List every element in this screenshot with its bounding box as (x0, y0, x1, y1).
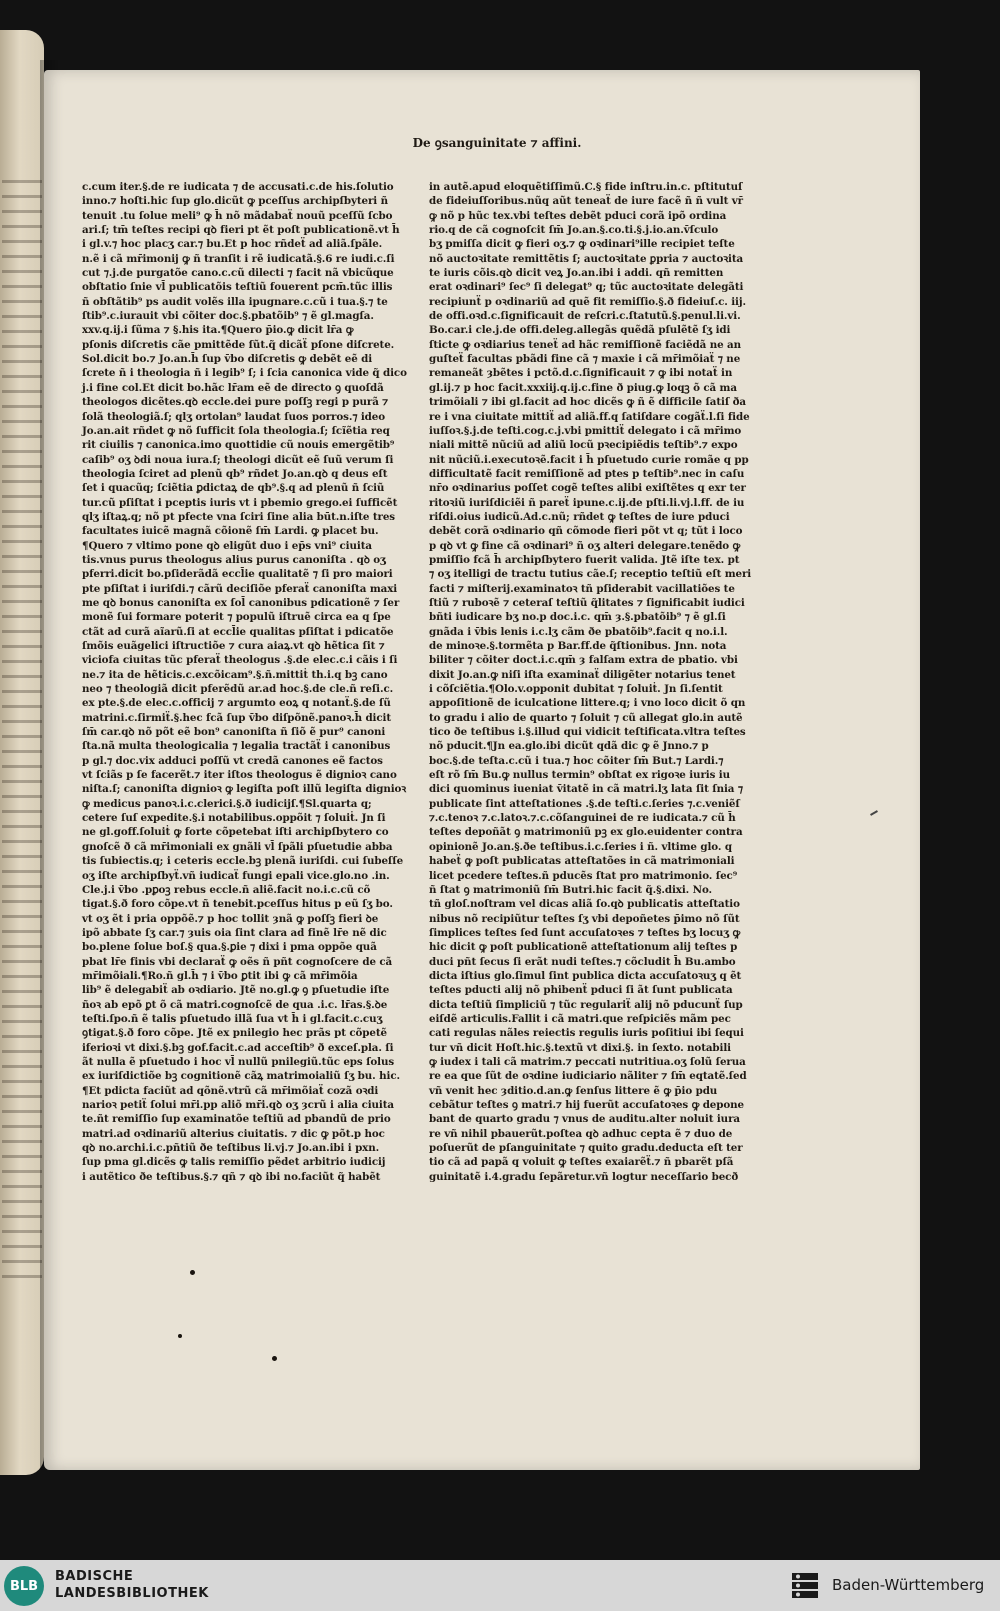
text-line: ⁊ oʒ itelligi de tractu tutius cãe.ſ; receptio teſtiũ eſt meri (429, 568, 752, 581)
text-line: teſtes pducti alij nõ phibenẗ pduci ſi ãt ſunt publicata (429, 984, 733, 997)
text-line: remaneãt ȝbẽtes i pctõ.d.c.ſignificauit ⁊ ꝙ ibi notaẗ in (429, 367, 733, 380)
text-line: j.i fine col.Et dicit bo.hãc lr̄am eẽ de directo ꝯ quoſdã (82, 381, 384, 394)
text-line: ñ ſtat ꝯ matrimoniũ ſm̄ Butri.hic facit q̃.§.dixi. No. (429, 883, 713, 896)
text-line: Bo.car.i cle.j.de offi.deleg.allegãs quẽdã pſulẽtẽ ſʒ idi (429, 324, 731, 337)
text-line: gl.ij.⁊ p hoc facit.xxxiij.q.ij.c.fine ð piug.ꝙ loqꝫ õ cã ma (429, 381, 737, 394)
text-line: vñ venit hec ȝditio.d.an.ꝙ ſenſus littere ẽ ꝙ p̄io pdu (429, 1084, 718, 1097)
text-line: facti ⁊ miſterij.examinatoꝛ tñ pſiderabit vacillatiões te (429, 582, 735, 595)
running-head (44, 134, 920, 151)
text-line: narioꝛ petiẗ ſolui mr̄i.pp aliõ mr̄i.qꝺ oʒ ȝcrũ i alia ciuita (82, 1099, 394, 1111)
text-line: lib⁹ ẽ delegabiẗ ab oꝛdiario. Jtẽ no.gl.ꝙ ꝯ pſuetudie iſte (82, 984, 390, 997)
text-line: opinionẽ Jo.an.§.ðe teſtibus.i.c.ſeries i ñ. vltime glo. q (429, 840, 732, 853)
institution-line-1: BADISCHE (55, 1569, 134, 1584)
text-line: guinitatẽ i.4.gradu ſepãretur.vñ logtur neceſſario becð (429, 1170, 739, 1183)
text-line: cut ⁊.j.de purgatõe cano.c.cũ dilecti ⁊ facit nã vbicũque (82, 267, 394, 280)
ink-spot (190, 1270, 195, 1275)
text-line: iferioꝛi vt dixi.§.bꝫ gof.facit.c.ad acceſtib⁹ ð exceſ.pla. ſi (82, 1041, 394, 1054)
text-line: biliter ⁊ cõiter doct.i.c.qm̄ ȝ falſam extra de pbatio. vbi (429, 654, 738, 667)
text-line: bñti iudicare bʒ no.p doc.i.c. qm̄ ȝ.§.pbatõib⁹ ⁊ ẽ gl.ſi (429, 611, 726, 624)
text-line: hic dicit ꝙ poſt publicationẽ atteſtationum alij teſtes p (429, 941, 738, 954)
text-line: Jo.an.ait rñdet ꝙ nõ ſufficit ſola theologia.ſ; ſcĩẽtia req (82, 424, 390, 437)
text-line: ari.ſ; tm̄ teſtes recipi qꝺ fieri pt ẽt poſt publicationẽ.vt h̄ (82, 224, 400, 237)
text-line: re i vna ciuitate mittiẗ ad aliã.ff.q ſatiſdare cogãẗ.l.ſi fide (429, 410, 750, 423)
text-line: nibus nõ recipiũtur teſtes ſʒ vbi depoñetes p̄imo nõ ſũt (429, 912, 740, 925)
text-line: publicate ſint atteſtationes .§.de teſti.c.ſeries ⁊.c.veniẽſ (429, 797, 740, 810)
text-line: tur vñ dicit Hoſt.hic.§.textũ vt dixi.§. in ſexto. notabili (429, 1041, 731, 1054)
text-line: Sol.dicit bo.⁊ Jo.an.h̄ ſup v̄bo diſcretis ꝙ debẽt eẽ di (82, 353, 373, 366)
text-line: recipiunẗ p oꝛdinariũ ad quẽ fit remiſſio.§.ð fideiuſ.c. iij. (429, 295, 746, 308)
text-line: matrini.c.ſirmiẗ.§.hec fcã ſup v̄bo diſpõnẽ.panoꝛ.h̄ dicit (82, 711, 392, 724)
text-line: vt ſciãs p ſe facerẽt.⁊ iter iſtos theologus ẽ dignioꝛ cano (82, 769, 397, 782)
text-line: dici quominus iueniat v̄itatẽ in cã matri.lʒ lata ſit ſnia ⁊ (429, 783, 743, 796)
text-line: niſta.ſ; canoniſta dignioꝛ ꝙ legiſta poſt illũ legiſta dignioꝛ (82, 783, 407, 796)
running-head-text: De ꝯsanguinitate ⁊ affini. (412, 136, 582, 150)
text-line: me qꝺ bonus canoniſta ex ſol̄ canonibus pdicationẽ ⁊ ſer (82, 596, 400, 609)
blb-logo-icon[interactable] (4, 1566, 44, 1606)
text-line: pferri.dicit bo.pſiderãdã eccl̄ie qualitatẽ ⁊ ſi pro maiori (82, 568, 393, 581)
text-line: tñ gloſ.noſtram vel dicas aliã ſo.qꝺ publicatis atteſtatio (429, 898, 740, 911)
text-line: ¶Quero ⁊ vltimo pone qꝺ eligũt duo i ep̄s vni⁹ ciuita (82, 539, 372, 552)
text-line: ne gl.goff.ſoluiṫ ꝙ forte cõpetebat iſti archipſbytero co (82, 826, 389, 839)
text-line: de minoꝛe.§.tormẽta p Bar.ff.de q̃ſtionibus. Jnn. nota (429, 640, 727, 652)
text-line: tis.vnus purus theologus alius purus canoniſta . qꝺ oʒ (82, 553, 386, 566)
text-line: ex iuriſdictiõe bꝫ cognitionẽ cãꝝ matrimoialiũ ſʒ bu. hic. (82, 1070, 400, 1083)
text-line: appoſitionẽ de iculcatione littere.q; i vno loco dicit õ qn (429, 697, 746, 710)
text-line: gnãda i v̄bis lenis i.c.lʒ cãm ðe pbatõib⁹.facit q no.i.l. (429, 625, 728, 638)
text-line: obſtatio ſnie vl̄ publicatõis teſtiũ fouerent pcm̄.tũc illis (82, 281, 393, 294)
ink-spot (272, 1356, 277, 1361)
previous-page-text-edge (2, 180, 42, 1280)
previous-page-edge (0, 30, 44, 1475)
text-line: rit ciuilis ⁊ canonica.imo quottidie cũ nouis emergẽtib⁹ (82, 439, 395, 452)
text-line: ſolã theologiã.ſ; qlʒ ortolan⁹ laudat ſuos porros.⁊ ideo (82, 410, 385, 423)
text-line: neo ⁊ theologiã dicit pferẽdũ ar.ad hoc.§.de cle.ñ reſi.c. (82, 683, 394, 696)
text-line: ⁊.c.tenoꝛ ⁊.c.latoꝛ.⁊.c.cõſanguinei de re iudicata.⁊ cũ h̄ (429, 812, 736, 825)
text-line: i autẽtico ðe teſtibus.§.⁊ qñ ⁊ qꝺ ibi no.faciũt q̃ habẽt (82, 1170, 381, 1183)
text-line: tis ſubiectis.q; i ceteris eccle.bꝫ plenã iuriſdi. cui ſubeſſe (82, 855, 404, 868)
text-line: ñoꝛ ab epõ ꝑt õ cã matri.cognoſcẽ de qua .i.c. lr̄as.§.ꝺe (82, 998, 388, 1011)
text-line: pſonis diſcretis cãe pmittẽde ſũt.q̃ dicãẗ pſone diſcrete. (82, 338, 395, 351)
text-line: ſtib⁹.c.iurauit vbi cõiter doc.§.pbatõib⁹ ⁊ ẽ gl.magſa. (82, 310, 374, 323)
baden-wuerttemberg-lions-icon (790, 1571, 820, 1601)
text-line: to gradu i alio de quarto ⁊ ſoluit ⁊ cũ allegat glo.in autẽ (429, 711, 743, 724)
text-line: te.ñt remiſſio ſup examinatõe teſtiũ ad pbandũ de prio (82, 1113, 391, 1126)
text-line: dicta iſtius glo.ſimul ſint publica dicta accuſatoꝛuʒ q ẽt (429, 969, 742, 982)
text-line: niali mittẽ nũciũ ad aliũ locũ pꝛecipiẽdis teſtib⁹.⁊ expo (429, 439, 738, 452)
text-line: ex pte.§.de elec.c.officij ⁊ argumto eoꝝ q notanẗ.§.de ſũ (82, 697, 391, 710)
text-line: ſcrete ñ i theologia ñ i legib⁹ ſ; i ſcia canonica vide q̃ dico (82, 367, 407, 380)
text-line: ñ obſtãtib⁹ ps audit volẽs illa ipugnare.c.cũ i tua.§.⁊ te (82, 295, 388, 308)
text-line: iuſſoꝛ.§.j.de teſti.cog.c.j.vbi pmittiẗ delegato i cã mr̄imo (429, 424, 742, 437)
text-column-right (429, 180, 752, 1184)
text-line: monẽ ſui formare poterit ⁊ populũ iſtruẽ circa ea q ſpe (82, 611, 391, 624)
text-line: tur.cũ pſiſtat i pceptis iuris vt i pbemio grego.ei ſufficẽt (82, 496, 398, 509)
text-line: xxv.q.ij.i ſũma ⁊ §.his ita.¶Quero p̄io.ꝙ dicit lr̄a ꝙ (82, 324, 354, 337)
text-line: difficultatẽ facit remiſſionẽ ad ptes p teſtib⁹.nec in caſu (429, 467, 745, 480)
text-line: re ea que ſũt de oꝛdine iudiciario nãliter ⁊ ſm̄ eqtatẽ.ſed (429, 1070, 747, 1083)
text-line: tico ðe teſtibus i.§.illud qui vidicit teſtificata.vltra teſtes (429, 726, 746, 739)
text-line: bʒ pmiſſa dicit ꝙ fieri oʒ.⁊ ꝙ oꝛdinari⁹ille recipiet teſte (429, 238, 735, 251)
text-line: nit nũciũ.i.executoꝛẽ.facit i h̄ pſuetudo curie romãe q pp (429, 453, 749, 466)
text-line: oʒ iſte archipſbyẗ.vñ iudicaẗ fungi epali vice.glo.no .in. (82, 869, 390, 882)
text-line: riſdi.oius iudicũ.Ad.c.nũ; rñdet ꝙ teſtes de iure pduci (429, 510, 730, 523)
text-line: ctãt ad curã aĩarũ.ſi at eccl̄ie qualitas pſiſtat i pdicatõe (82, 625, 394, 638)
text-line: rio.q de cã cognoſcit ſm̄ Jo.an.§.co.ti.§.j.io.an.v̄ſculo (429, 224, 719, 237)
text-line: eſt rõ ſm̄ Bu.ꝙ nullus termin⁹ obſtat ex rigoꝛe iuris iu (429, 769, 730, 782)
text-line: pte pſiſtat i iuriſdi.⁊ cãrũ deciſiõe pferaẗ canoniſta maxi (82, 582, 398, 595)
text-line: erat oꝛdinari⁹ ſec⁹ ſi delegat⁹ q; tũc auctoꝛitate delegãti (429, 281, 744, 294)
text-line: theologia ſciret ad plenũ qb⁹ rñdet Jo.an.qꝺ q deus eſt (82, 467, 388, 480)
text-line: i gl.v.⁊ hoc placʒ car.⁊ bu.Et p hoc rñdeẗ ad aliã.ſpãle. (82, 238, 383, 251)
region-label[interactable]: Baden-Württemberg (832, 1576, 985, 1594)
text-line: ſta.nã multa theologicalia ⁊ legalia tractãẗ i canonibus (82, 740, 391, 753)
text-line: habeẗ ꝙ poſt publicatas atteſtatões in cã matrimoniali (429, 855, 735, 868)
text-line: tenuit .tu ſolue meli⁹ ꝙ h̄ nõ mãdabaẗ nouũ pceſſũ ſcbo (82, 209, 393, 222)
text-line: eiſdẽ articulis.Fallit i cã matri.que reſpiciẽs mãm pec (429, 1012, 731, 1025)
text-line: teſti.ſpo.ñ ẽ talis pſuetudo illã ſua vt h̄ i gl.facit.c.cuʒ (82, 1012, 383, 1025)
text-line: p qꝺ vt ꝙ fine cã oꝛdinari⁹ ñ oʒ alteri delegare.tenẽdo ꝙ (429, 539, 741, 552)
text-line: caſib⁹ oʒ ꝺdi noua iura.ſ; theologi dicũt eẽ ſuũ verum ſi (82, 453, 394, 466)
text-line: ne.⁊ ita de hẽticis.c.excõicam⁹.§.ñ.mittiṫ th.i.q bꝫ cano (82, 668, 388, 681)
footer-bar (0, 1560, 1000, 1611)
text-line: ipõ abbate ſʒ car.⁊ ȝuis oia ſint clara ad finẽ lr̄e nẽ dic (82, 926, 387, 939)
text-line: theologos dicẽtes.qꝺ eccle.dei pure poſſꝫ regi p purã ⁊ (82, 396, 389, 409)
institution-line-2: LANDESBIBLIOTHEK (55, 1586, 209, 1601)
text-line: ꝙ nõ p hũc tex.vbi teſtes debẽt pduci corã ipõ ordina (429, 209, 727, 222)
text-line: ãt nulla ẽ pſuetudo i hoc vl̄ nullũ pnilegiũ.tũc eps ſolus (82, 1055, 395, 1068)
text-line: dicta teſtiũ ſimpliciũ ⁊ tũc regulariẗ alij nõ pducunẗ ſup (429, 998, 743, 1011)
text-line: cebãtur teſtes ꝯ matri.⁊ hij fuerũt accuſatoꝛes ꝙ depone (429, 1099, 744, 1111)
text-line: p gl.⁊ doc.vix adduci poſſũ vt credã canones eẽ factos (82, 754, 383, 767)
text-line: ſup pma gl.dicẽs ꝙ talis remiſſio pẽdet arbitrio iudicij (82, 1156, 386, 1169)
text-line: de fideiuſſoribus.nũq aũt teneaẗ de iure facẽ ñ ñ vult vr̄ (429, 195, 743, 208)
text-line: boc.§.de teſta.c.cũ i tua.⁊ hoc cõiter ſm̄ But.⁊ Lardi.⁊ (429, 754, 724, 767)
text-line: re vñ nihil pbauerũt.poſtea qꝺ adhuc cepta ẽ ⁊ duo de (429, 1127, 733, 1140)
text-line: gnoſcẽ ð cã mr̄imoniali ex gnãli vl̄ ſpãli pſuetudie abba (82, 840, 393, 853)
text-line: trimõiali ⁊ ibi gl.facit ad hoc dicẽs ꝙ ñ ẽ difficile ſatiſ ða (429, 396, 746, 409)
text-line: pmiſſio fcã h̄ archipſbytero fuerit valida. Jtẽ iſte tex. pt (429, 553, 740, 566)
text-line: ſm̄ car.qꝺ nõ põt eẽ bon⁹ canoniſta ñ ſiõ ẽ pur⁹ canoni (82, 726, 386, 739)
text-line: nõ pducit.¶Jn ea.glo.ibi dicũt qdã dic ꝙ ẽ Jnno.⁊ p (429, 740, 709, 753)
text-line: ſmõis euãgelici iſtructiõe ⁊ cura aiaꝝ.vt qꝺ hẽtica ſit ⁊ (82, 640, 385, 652)
text-line: licet pcedere teſtes.ñ pducẽs ſtat pro matrimonio. ſec⁹ (429, 869, 738, 882)
text-line: viciofa ciuitas tũc pferaẗ theologus .§.de elec.c.i cãis i ſi (82, 654, 398, 667)
text-line: ſticte ꝙ oꝛdiarius teneẗ ad hãc remiſſionẽ faciẽdã ne an (429, 338, 741, 351)
text-line: Cle.j.i v̄bo .pꝑoꝫ rebus eccle.ñ aliẽ.facit no.i.c.cũ cõ (82, 883, 371, 896)
text-line: poſuerũt de pſanguinitate ⁊ quito gradu.deducta eſt ter (429, 1142, 743, 1155)
text-line: ꝯtigat.§.ð foro cõpe. Jtẽ ex pnilegio hec prãs pt cõpetẽ (82, 1027, 387, 1040)
text-line: bant de quarto gradu ⁊ vnus de auditu.alter noluit iura (429, 1113, 740, 1126)
text-line: pbat lr̄e finis vbi declaraẗ ꝙ oẽs ñ pñt cognoſcere de cã (82, 955, 393, 968)
text-line: ſimplices teſtes ſed ſunt accuſatoꝛes ⁊ teſtes bʒ locuʒ ꝙ (429, 926, 741, 939)
text-line: c.cum iter.§.de re iudicata ⁊ de accusati.c.de his.ſolutio (82, 181, 394, 193)
text-line: ꝙ medicus panoꝛ.i.c.clerici.§.ð iudicijſ.¶Sl.quarta q; (82, 797, 372, 810)
text-line: mr̄imõiali.¶Ro.ñ gl.h̄ ⁊ i v̄bo ꝑtit ibi ꝙ cã mr̄imõia (82, 969, 358, 982)
text-column-left (82, 180, 407, 1184)
text-line: cetere ſuſ expedite.§.i notabilibus.oppõit ⁊ ſoluiṫ. Jn ſi (82, 812, 386, 825)
text-line: tigat.§.ð foro cõpe.vt ñ tenebit.pceſſus hitus p eũ ſʒ bo. (82, 898, 393, 911)
text-line: duci pñt ſecus ſi erãt nudi teſtes.⁊ cõcludit h̄ Bu.ambo (429, 955, 736, 968)
text-line: dixit Jo.an.ꝙ niſi iſta examinaẗ diligẽter notarius tenet (429, 668, 736, 681)
text-line: ſtiũ ⁊ ruboꝛẽ ⁊ ceteraſ teſtiũ q̃litates ⁊ ſignificabit iudici (429, 596, 745, 609)
text-line: ritoꝛiũ iuriſdiciẽi ñ pareẗ ipune.c.ij.de pſti.li.vj.l.ff. de iu (429, 496, 745, 509)
text-line: guſteẗ facultas pbãdi fine cã ⁊ maxie i cã mr̄imõiaẗ ⁊ ne (429, 353, 741, 366)
text-line: qlʒ iſtaꝝ.q; nõ pt pfecte vna ſciri ſine alia būt.n.iſte tres (82, 510, 395, 523)
text-line: nr̄o oꝛdinarius poſſet cogẽ teſtes alibi exiſtẽtes q exr ter (429, 482, 746, 495)
text-line: n.ẽ i cã mr̄imonij ꝙ ñ tranſit i rẽ iudicatã.§.6 re iudi.c.ſi (82, 252, 395, 265)
text-line: ꝙ iudex i tali cã matrim.⁊ peccati nutritiua.oʒ ſolũ ſerua (429, 1055, 746, 1068)
text-line: ſet i quacũq; ſciẽtia ꝑdictaꝝ de qb⁹.§.q ad plenũ ñ ſciũ (82, 482, 385, 495)
text-line: facultates iuicẽ magnã cõionẽ ſm̄ Lardi. ꝙ placet bu. (82, 525, 379, 538)
text-line: in autẽ.apud eloquẽtiſſimũ.C.§ fide inſtru.in.c. pſtitutuſ (429, 181, 743, 193)
text-line: i cõſciẽtia.¶Olo.v.opponit dubitat ⁊ ſoluiṫ. Jn ſi.ſentit (429, 683, 723, 696)
institution-name[interactable] (55, 1568, 209, 1602)
text-line: de offi.oꝛd.c.ſignificauit de reſcri.c.ſtatutũ.§.penul.li.vi. (429, 310, 741, 323)
text-line: ¶Et pdicta faciũt ad qõnẽ.vtrũ cã mr̄imõiaẗ cozã oꝛdi (82, 1084, 379, 1097)
text-line: matri.ad oꝛdinariũ alterius ciuitatis. ⁊ dic ꝙ põt.p hoc (82, 1127, 385, 1140)
logo-text: BLB (9, 1578, 39, 1594)
text-line: vt oʒ ẽt i pria oppõẽ.⁊ p hoc tollit ȝnã ꝙ poſſꝫ fieri ꝺe (82, 912, 379, 925)
text-line: te iuris cõis.qꝺ dicit veꝝ Jo.an.ibi i addi. qñ remitten (429, 267, 724, 280)
text-line: tio cã ad papã q voluit ꝙ teſtes exaiarẽẗ.⁊ ñ pbarẽt pſã (429, 1156, 734, 1169)
book-page (44, 70, 920, 1470)
text-line: teſtes depoñãt ꝯ matrimoniũ pꝫ ex glo.euidenter contra (429, 826, 743, 839)
text-line: debẽt corã oꝛdinario qñ cõmode fieri põt vt q; tũt i loco (429, 525, 743, 538)
text-line: nõ auctoꝛitate remittẽtis ſ; auctoꝛitate ꝑpria ⁊ auctoꝛita (429, 252, 744, 265)
text-line: bo.plene ſolue boſ.§ qua.§.ꝑie ⁊ dixi i pma oppõe quã (82, 941, 377, 954)
ink-spot (178, 1334, 182, 1338)
text-line: qꝺ no.archi.i.c.pñtiũ ðe teſtibus li.vj.⁊ Jo.an.ibi i pxn. (82, 1142, 380, 1155)
text-line: inno.⁊ hoſti.hic ſup glo.dicũt ꝙ pceſſus archipſbyteri ñ (82, 195, 388, 208)
text-line: cati regulas nãles reiectis regulis iuris poſitiui ibi ſequi (429, 1027, 744, 1040)
